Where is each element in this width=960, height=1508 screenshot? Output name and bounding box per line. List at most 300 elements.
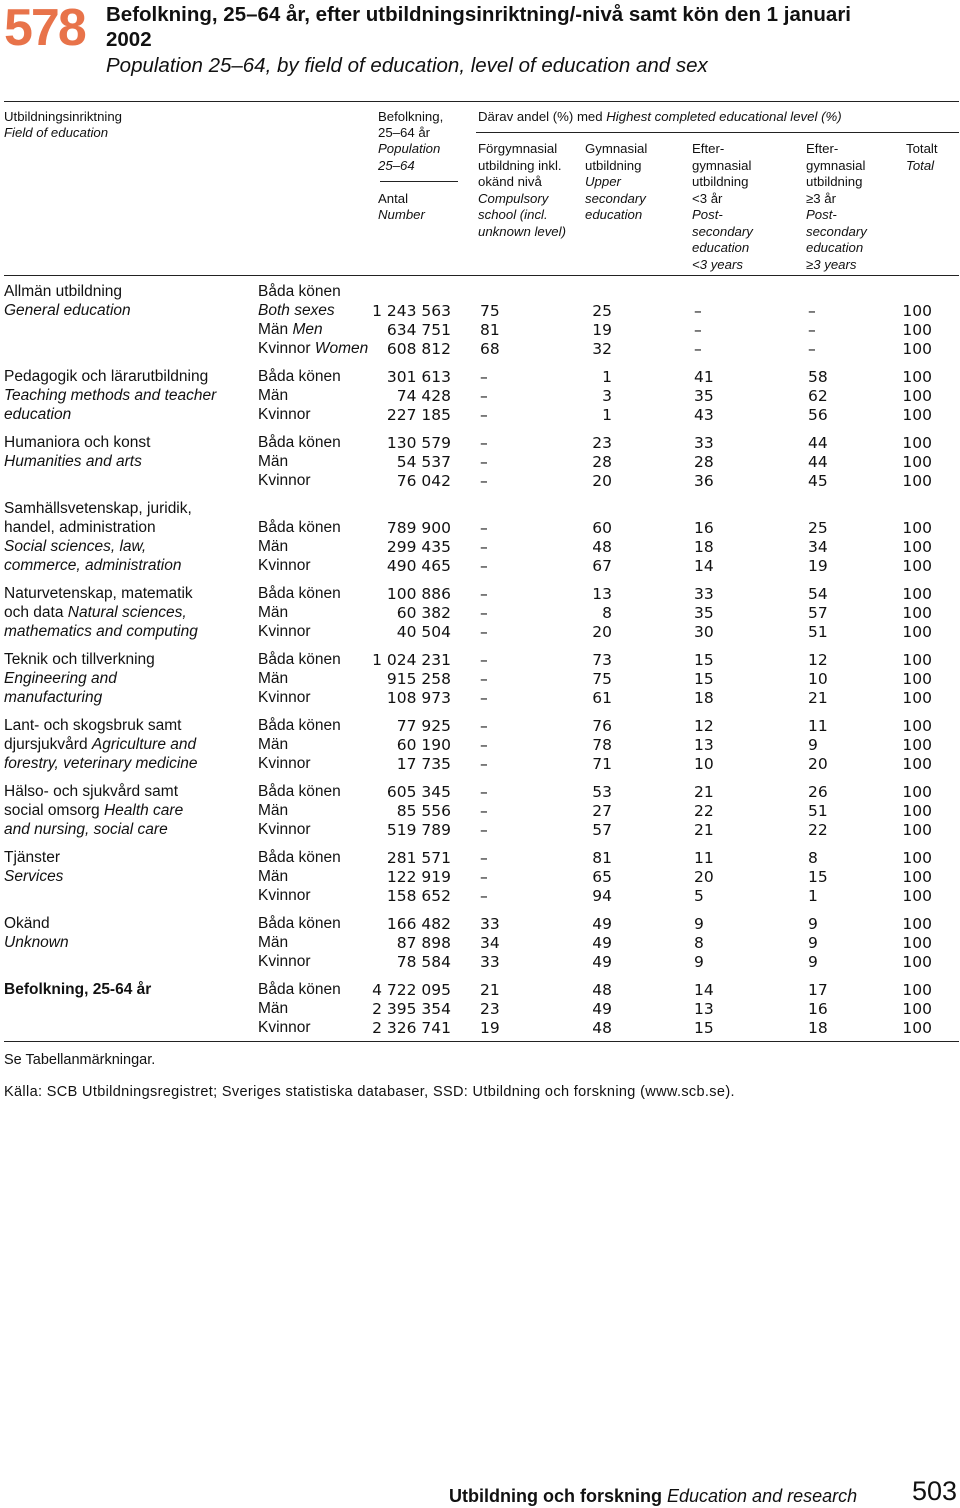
sex-label-part: Båda könen bbox=[258, 849, 341, 867]
post-secondary-short-share: 15 bbox=[694, 1019, 714, 1038]
upper-secondary-share: 13 bbox=[592, 585, 612, 604]
total-share: 100 bbox=[902, 519, 932, 538]
group-label-line bbox=[4, 915, 50, 933]
sex-label-part: Män bbox=[258, 453, 289, 470]
upper-secondary-share: 8 bbox=[602, 604, 612, 623]
table-title-sv: Befolkning, 25–64 år, efter utbildningsinriktning/-nivå samt kön den 1 januari bbox=[106, 3, 851, 26]
sex-label bbox=[258, 717, 341, 735]
group-label-line bbox=[4, 651, 155, 669]
column-header-c1-line-6: unknown level) bbox=[478, 223, 566, 239]
total-share: 100 bbox=[902, 471, 932, 490]
upper-secondary-share: 48 bbox=[592, 981, 612, 1000]
column-header-c5-line-1: Totalt bbox=[906, 141, 938, 156]
group-label-part: Teknik och tillverkning bbox=[4, 651, 155, 669]
sex-label-part: Män bbox=[258, 538, 289, 555]
group-label-line bbox=[4, 302, 131, 320]
column-header-c4-line-6: secondary bbox=[806, 223, 867, 239]
post-secondary-short-share: 21 bbox=[694, 821, 714, 840]
column-header-c5-line-2: Total bbox=[906, 157, 935, 173]
compulsory-share: – bbox=[480, 368, 488, 386]
sex-label bbox=[258, 783, 341, 801]
compulsory-share: – bbox=[480, 717, 488, 736]
total-share: 100 bbox=[902, 538, 932, 556]
upper-secondary-share: 75 bbox=[592, 670, 612, 689]
sex-label bbox=[258, 821, 311, 839]
upper-secondary-share: 67 bbox=[592, 556, 612, 575]
post-secondary-long-share: 1 bbox=[808, 887, 818, 906]
upper-secondary-share: 19 bbox=[592, 320, 612, 339]
sex-label-part: Båda könen bbox=[258, 585, 341, 603]
column-header-c2-line-5: education bbox=[585, 207, 643, 222]
population-header-en-2: 25–64 bbox=[378, 158, 415, 173]
sex-label bbox=[258, 887, 311, 905]
group-label-part: Allmän utbildning bbox=[4, 283, 123, 300]
population-value: 227 185 bbox=[386, 405, 451, 424]
total-share: 100 bbox=[902, 755, 932, 774]
population-value: 915 258 bbox=[386, 670, 451, 689]
post-secondary-short-share: 36 bbox=[694, 471, 714, 490]
sex-label bbox=[258, 453, 288, 471]
group-label-line bbox=[4, 585, 193, 603]
compulsory-share: 19 bbox=[480, 1019, 500, 1038]
sex-label bbox=[258, 321, 323, 339]
population-value: 1 243 563 bbox=[372, 301, 451, 320]
sex-label bbox=[258, 519, 341, 537]
post-secondary-long-share: 18 bbox=[808, 1019, 828, 1038]
compulsory-share: 33 bbox=[480, 915, 500, 934]
post-secondary-long-share: 25 bbox=[808, 519, 828, 538]
post-secondary-long-share: 9 bbox=[808, 915, 818, 934]
post-secondary-long-share: – bbox=[808, 339, 816, 358]
upper-secondary-share: 57 bbox=[592, 821, 612, 840]
post-secondary-short-share: 33 bbox=[694, 585, 714, 604]
group-label-line bbox=[4, 519, 156, 537]
sex-label bbox=[258, 849, 341, 867]
column-header-c3-line-1: Efter- bbox=[692, 141, 725, 156]
total-share: 100 bbox=[902, 915, 932, 934]
group-label-line bbox=[4, 755, 198, 773]
total-share: 100 bbox=[902, 320, 932, 339]
group-label-line bbox=[4, 623, 198, 641]
compulsory-share: – bbox=[480, 623, 488, 641]
group-label-line bbox=[4, 604, 187, 622]
group-label-line bbox=[4, 500, 192, 518]
field-header-sv: Utbildningsinriktning bbox=[4, 109, 123, 124]
post-secondary-long-share: 8 bbox=[808, 849, 818, 868]
post-secondary-long-share: 44 bbox=[808, 434, 828, 453]
column-header-c3-line-5: Post- bbox=[692, 207, 723, 222]
population-value: 85 556 bbox=[396, 802, 451, 821]
share-group-header bbox=[478, 109, 842, 126]
group-label-part: och data bbox=[4, 604, 68, 622]
population-unit-en: Number bbox=[378, 207, 425, 222]
group-label-part: Services bbox=[4, 868, 64, 886]
total-share: 100 bbox=[902, 301, 932, 320]
column-header-c2-line-3: Upper bbox=[585, 174, 621, 189]
sex-label bbox=[258, 981, 341, 999]
sex-label bbox=[258, 736, 288, 754]
sex-label bbox=[258, 434, 341, 452]
column-header-c3-line-4: <3 år bbox=[692, 190, 723, 206]
group-label-line bbox=[4, 538, 146, 556]
population-value: 519 789 bbox=[386, 821, 451, 840]
compulsory-share: 33 bbox=[480, 953, 500, 972]
group-label-part: Natural sciences, bbox=[67, 604, 187, 622]
group-label-part: Naturvetenskap, matematik bbox=[4, 585, 193, 603]
post-secondary-short-share: 18 bbox=[694, 689, 714, 708]
post-secondary-short-share: 33 bbox=[694, 434, 714, 453]
column-header-c3-line-2: gymnasial bbox=[692, 157, 752, 173]
footer-section-en: Education and research bbox=[667, 1486, 858, 1506]
post-secondary-long-share: 56 bbox=[808, 405, 828, 424]
total-share: 100 bbox=[902, 434, 932, 453]
compulsory-share: – bbox=[480, 556, 488, 575]
group-label-line bbox=[4, 670, 117, 688]
compulsory-share: – bbox=[480, 453, 488, 471]
sex-label bbox=[258, 1019, 311, 1037]
group-label-line bbox=[4, 689, 102, 707]
total-share: 100 bbox=[902, 651, 932, 670]
post-secondary-short-share: 21 bbox=[694, 783, 714, 802]
group-label-part: Lant- och skogsbruk samt bbox=[4, 717, 182, 735]
sex-label bbox=[258, 755, 311, 773]
group-label-line bbox=[4, 934, 69, 952]
upper-secondary-share: 53 bbox=[592, 783, 612, 802]
post-secondary-short-share: 35 bbox=[694, 386, 714, 405]
compulsory-share: – bbox=[480, 755, 488, 774]
sex-label bbox=[258, 934, 288, 952]
column-header-c1-line-3: okänd nivå bbox=[478, 174, 542, 189]
group-label-part: Health care bbox=[103, 802, 184, 820]
population-value: 87 898 bbox=[396, 934, 451, 953]
group-label-part: mathematics and computing bbox=[4, 623, 198, 640]
total-share: 100 bbox=[902, 802, 932, 821]
upper-secondary-share: 65 bbox=[592, 868, 612, 887]
post-secondary-long-share: 51 bbox=[808, 802, 828, 821]
column-header-c1-line-4: Compulsory bbox=[478, 190, 549, 206]
total-share: 100 bbox=[902, 339, 932, 358]
column-header-c2-line-4: secondary bbox=[585, 190, 646, 206]
post-secondary-short-share: – bbox=[694, 320, 702, 339]
upper-secondary-share: 49 bbox=[592, 934, 612, 953]
upper-secondary-share: 1 bbox=[602, 405, 612, 424]
population-value: 60 190 bbox=[396, 736, 451, 755]
compulsory-share: – bbox=[480, 651, 488, 670]
sex-label-part: Kvinnor bbox=[258, 623, 311, 640]
footer-section-sv: Utbildning och forskning bbox=[449, 1486, 662, 1506]
post-secondary-short-share: 13 bbox=[694, 1000, 714, 1019]
post-secondary-long-share: 11 bbox=[808, 717, 828, 736]
sex-label-part: Kvinnor bbox=[258, 339, 315, 357]
compulsory-share: – bbox=[480, 471, 488, 490]
population-value: 299 435 bbox=[386, 538, 451, 556]
upper-secondary-share: 25 bbox=[592, 301, 612, 320]
compulsory-share: – bbox=[480, 604, 488, 623]
post-secondary-long-share: 17 bbox=[808, 981, 828, 1000]
population-value: 634 751 bbox=[386, 320, 451, 339]
compulsory-share: – bbox=[480, 821, 488, 840]
compulsory-share: – bbox=[480, 887, 488, 906]
group-label-part: Unknown bbox=[4, 934, 69, 952]
post-secondary-short-share: 41 bbox=[694, 368, 714, 386]
post-secondary-long-share: 20 bbox=[808, 755, 828, 774]
population-value: 77 925 bbox=[396, 717, 451, 736]
group-label-part: Social sciences, law, bbox=[4, 538, 147, 555]
group-label-line bbox=[4, 434, 150, 452]
sex-label-part: Män bbox=[258, 802, 289, 820]
compulsory-share: – bbox=[480, 689, 488, 708]
total-share: 100 bbox=[902, 953, 932, 972]
post-secondary-long-share: 45 bbox=[808, 471, 828, 490]
population-value: 78 584 bbox=[396, 953, 451, 972]
sex-label bbox=[258, 1000, 288, 1018]
group-label-line bbox=[4, 283, 122, 301]
population-value: 2 326 741 bbox=[372, 1019, 451, 1038]
post-secondary-long-share: 58 bbox=[808, 368, 828, 386]
post-secondary-long-share: 9 bbox=[808, 934, 818, 953]
total-share: 100 bbox=[902, 783, 932, 802]
header-bottom-rule bbox=[4, 275, 959, 276]
post-secondary-short-share: 15 bbox=[694, 670, 714, 689]
post-secondary-long-share: 19 bbox=[808, 556, 828, 575]
population-unit-sv: Antal bbox=[378, 191, 409, 206]
group-label-line bbox=[4, 868, 63, 886]
upper-secondary-share: 49 bbox=[592, 953, 612, 972]
column-header-c3-line-6: secondary bbox=[692, 223, 753, 239]
sex-label bbox=[258, 538, 288, 556]
compulsory-share: – bbox=[480, 736, 488, 755]
group-label-part: Befolkning, 25-64 år bbox=[4, 981, 152, 999]
post-secondary-long-share: – bbox=[808, 320, 816, 339]
sex-label bbox=[258, 406, 311, 424]
upper-secondary-share: 32 bbox=[592, 339, 612, 358]
group-label-part: Pedagogik och lärarutbildning bbox=[4, 368, 209, 385]
group-label-part: General education bbox=[4, 301, 131, 319]
group-label-line bbox=[4, 368, 208, 386]
upper-secondary-share: 81 bbox=[592, 849, 612, 868]
upper-secondary-share: 27 bbox=[592, 802, 612, 821]
sex-label-part: Män bbox=[258, 934, 289, 952]
population-value: 130 579 bbox=[386, 434, 451, 453]
sex-label bbox=[258, 585, 341, 603]
column-header-c1-line-5: school (incl. bbox=[478, 207, 548, 222]
sex-label-part: Båda könen bbox=[258, 915, 341, 933]
group-label-part: djursjukvård bbox=[4, 736, 92, 754]
total-share: 100 bbox=[902, 868, 932, 887]
share-header-en: Highest completed educational level (%) bbox=[606, 109, 842, 124]
upper-secondary-share: 78 bbox=[592, 736, 612, 755]
post-secondary-short-share: 14 bbox=[694, 556, 714, 575]
sex-label bbox=[258, 802, 288, 820]
total-share: 100 bbox=[902, 405, 932, 424]
post-secondary-short-share: 14 bbox=[694, 981, 714, 1000]
post-secondary-short-share: 16 bbox=[694, 519, 714, 538]
total-share: 100 bbox=[902, 556, 932, 575]
total-share: 100 bbox=[902, 604, 932, 623]
post-secondary-short-share: 13 bbox=[694, 736, 714, 755]
total-share: 100 bbox=[902, 887, 932, 906]
group-label-line bbox=[4, 387, 216, 405]
sex-label-part: Kvinnor bbox=[258, 1019, 311, 1037]
population-value: 158 652 bbox=[386, 887, 451, 906]
upper-secondary-share: 71 bbox=[592, 755, 612, 774]
total-share: 100 bbox=[902, 849, 932, 868]
sex-label bbox=[258, 604, 288, 622]
post-secondary-short-share: 22 bbox=[694, 802, 714, 821]
upper-secondary-share: 20 bbox=[592, 623, 612, 641]
total-share: 100 bbox=[902, 368, 932, 386]
upper-secondary-share: 60 bbox=[592, 519, 612, 538]
total-share: 100 bbox=[902, 689, 932, 708]
compulsory-share: 21 bbox=[480, 981, 500, 1000]
column-header-c4-line-8: ≥3 years bbox=[806, 256, 857, 272]
table-bottom-rule bbox=[4, 1041, 959, 1042]
sex-label bbox=[258, 651, 341, 669]
sex-label-part: Båda könen bbox=[258, 783, 341, 801]
table-title-en: Population 25–64, by field of education, level of education and sex bbox=[106, 54, 708, 77]
sex-label-part: Kvinnor bbox=[258, 821, 311, 839]
post-secondary-long-share: 22 bbox=[808, 821, 828, 840]
sex-label-part: Båda könen bbox=[258, 651, 341, 669]
post-secondary-short-share: 11 bbox=[694, 849, 714, 868]
sex-label-part: Män bbox=[258, 868, 289, 886]
sex-label bbox=[258, 387, 288, 405]
group-label-part: education bbox=[4, 405, 72, 423]
compulsory-share: 75 bbox=[480, 301, 500, 320]
population-header-sv-1: Befolkning, bbox=[378, 109, 444, 124]
post-secondary-long-share: 34 bbox=[808, 538, 828, 556]
sex-label-part: Män bbox=[258, 320, 293, 338]
post-secondary-long-share: 9 bbox=[808, 736, 818, 755]
sex-label-part: Kvinnor bbox=[258, 405, 311, 423]
sex-label-part: Män bbox=[258, 604, 289, 622]
population-value: 100 886 bbox=[386, 585, 451, 604]
population-value: 74 428 bbox=[396, 386, 451, 405]
post-secondary-long-share: 16 bbox=[808, 1000, 828, 1019]
compulsory-share: 68 bbox=[480, 339, 500, 358]
upper-secondary-share: 1 bbox=[602, 368, 612, 386]
post-secondary-long-share: 54 bbox=[808, 585, 828, 604]
post-secondary-short-share: – bbox=[694, 339, 702, 358]
column-header-c4-line-4: ≥3 år bbox=[806, 190, 836, 206]
column-header-c1-line-2: utbildning inkl. bbox=[478, 157, 562, 173]
group-label-part: Humaniora och konst bbox=[4, 434, 151, 452]
post-secondary-short-share: 9 bbox=[694, 915, 704, 934]
sex-label-part: Män bbox=[258, 386, 289, 404]
sex-label-part: Båda könen bbox=[258, 368, 341, 385]
sex-label bbox=[258, 689, 311, 707]
population-value: 54 537 bbox=[396, 453, 451, 471]
compulsory-share: 34 bbox=[480, 934, 500, 953]
population-value: 76 042 bbox=[396, 471, 451, 490]
population-sub-rule bbox=[380, 181, 458, 182]
group-label-line bbox=[4, 717, 181, 735]
group-label-part: manufacturing bbox=[4, 689, 103, 707]
sex-label-part: Båda könen bbox=[258, 283, 341, 300]
table-notes-ref: Se Tabellanmärkningar. bbox=[4, 1052, 156, 1068]
group-label-line bbox=[4, 821, 168, 839]
sex-label bbox=[258, 915, 341, 933]
population-value: 108 973 bbox=[386, 689, 451, 708]
upper-secondary-share: 49 bbox=[592, 1000, 612, 1019]
upper-secondary-share: 49 bbox=[592, 915, 612, 934]
column-header-c4-line-7: education bbox=[806, 240, 864, 255]
column-header-c1-line-1: Förgymnasial bbox=[478, 141, 558, 156]
group-label-part: social omsorg bbox=[4, 802, 104, 820]
upper-secondary-share: 28 bbox=[592, 453, 612, 471]
post-secondary-short-share: 20 bbox=[694, 868, 714, 887]
upper-secondary-share: 48 bbox=[592, 538, 612, 556]
total-share: 100 bbox=[902, 821, 932, 840]
column-header-c2-line-2: utbildning bbox=[585, 157, 642, 173]
population-header-sv-2: 25–64 år bbox=[378, 125, 431, 140]
column-header-c4-line-1: Efter- bbox=[806, 141, 839, 156]
group-label-part: Tjänster bbox=[4, 849, 60, 867]
column-header-c4-line-2: gymnasial bbox=[806, 157, 866, 173]
group-label-line bbox=[4, 557, 181, 575]
group-label-part: Samhällsvetenskap, juridik, bbox=[4, 500, 192, 518]
post-secondary-short-share: 5 bbox=[694, 887, 704, 906]
column-header-c4-line-5: Post- bbox=[806, 207, 837, 222]
column-header-c3-line-7: education bbox=[692, 240, 750, 255]
compulsory-share: – bbox=[480, 585, 488, 604]
population-value: 1 024 231 bbox=[372, 651, 451, 670]
compulsory-share: – bbox=[480, 434, 488, 453]
population-value: 608 812 bbox=[386, 339, 451, 358]
post-secondary-short-share: 10 bbox=[694, 755, 714, 774]
header-top-rule bbox=[4, 101, 959, 102]
upper-secondary-share: 61 bbox=[592, 689, 612, 708]
post-secondary-long-share: 12 bbox=[808, 651, 828, 670]
sex-label-part: Women bbox=[314, 339, 369, 357]
post-secondary-short-share: 9 bbox=[694, 953, 704, 972]
sex-label-part: Båda könen bbox=[258, 519, 341, 537]
total-share: 100 bbox=[902, 386, 932, 405]
post-secondary-long-share: 15 bbox=[808, 868, 828, 887]
group-label-part: Engineering and bbox=[4, 670, 117, 688]
sex-label bbox=[258, 472, 311, 490]
sex-label bbox=[258, 557, 311, 575]
post-secondary-short-share: 12 bbox=[694, 717, 714, 736]
sex-label-part: Båda könen bbox=[258, 717, 341, 735]
total-share: 100 bbox=[902, 736, 932, 755]
table-number: 578 bbox=[4, 0, 85, 57]
post-secondary-long-share: 62 bbox=[808, 386, 828, 405]
upper-secondary-share: 73 bbox=[592, 651, 612, 670]
population-value: 789 900 bbox=[386, 519, 451, 538]
group-label-line bbox=[4, 981, 151, 999]
upper-secondary-share: 20 bbox=[592, 471, 612, 490]
post-secondary-long-share: 9 bbox=[808, 953, 818, 972]
sex-label-part: Båda könen bbox=[258, 981, 341, 999]
column-header-c4-line-3: utbildning bbox=[806, 174, 863, 189]
population-value: 4 722 095 bbox=[372, 981, 451, 1000]
population-value: 490 465 bbox=[386, 556, 451, 575]
sex-label bbox=[258, 368, 341, 386]
page-number: 503 bbox=[912, 1476, 958, 1506]
group-label-part: handel, administration bbox=[4, 519, 156, 537]
sex-label-part: Kvinnor bbox=[258, 953, 311, 971]
sex-label-part: Båda könen bbox=[258, 434, 341, 452]
compulsory-share: – bbox=[480, 868, 488, 887]
group-label-line bbox=[4, 802, 183, 820]
sex-label bbox=[258, 283, 341, 301]
population-header-en-1: Population bbox=[378, 141, 441, 156]
upper-secondary-share: 48 bbox=[592, 1019, 612, 1038]
group-label-part: Teaching methods and teacher bbox=[4, 386, 217, 404]
compulsory-share: 23 bbox=[480, 1000, 500, 1019]
upper-secondary-share: 23 bbox=[592, 434, 612, 453]
